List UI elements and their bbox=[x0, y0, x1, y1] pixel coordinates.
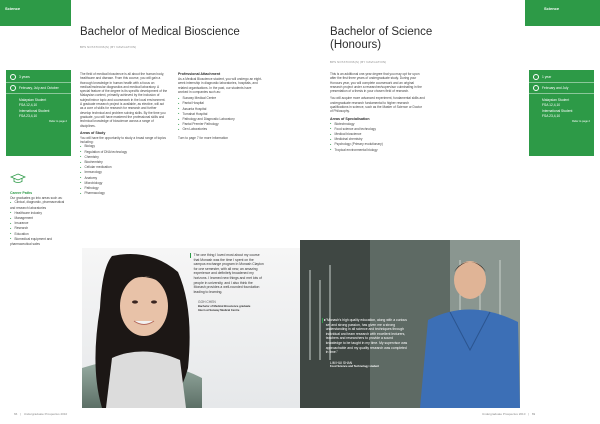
right-sidebar-info bbox=[529, 70, 594, 156]
career-paths bbox=[10, 172, 70, 247]
left-campus-block: Malaysian Student FSA 12,4,10 International Student FSA 23,4,10 bbox=[19, 98, 50, 118]
left-col-1 bbox=[80, 72, 168, 196]
left-quote-org: Intern at Sunway Medical Centre bbox=[198, 308, 240, 312]
right-page-subtitle: BPS NOTATIONS(S) (BY NAVIGATION) bbox=[330, 60, 387, 64]
career-item: ● Insurance bbox=[10, 221, 70, 226]
quote-icon bbox=[190, 253, 191, 258]
area-item: ● Anatomy bbox=[80, 176, 168, 181]
left-footer: 66 | Undergraduate Prospectus 2010 bbox=[14, 412, 68, 416]
right-quote-role: Food Science and Technology student bbox=[330, 365, 380, 369]
left-sidebar-info bbox=[6, 70, 71, 156]
left-footer-text: Undergraduate Prospectus 2010 bbox=[23, 412, 68, 416]
right-page-number: 69 bbox=[531, 412, 536, 416]
attachment-item: ● Pathology and Diagnostic Laboratory bbox=[178, 117, 262, 122]
left-quote-role: Bachelor of Medical Bioscience graduate bbox=[198, 304, 251, 308]
area-item: ● Immunology bbox=[80, 170, 168, 175]
attachment-item: ● Gen Laboratories bbox=[178, 127, 262, 132]
attachment-item: ● Assunta Hospital bbox=[178, 107, 262, 112]
specialisation-item: ● Biotechnology bbox=[330, 122, 425, 127]
attach-intro: As a Medical Bioscience student, you will undergo an eight-week internship in diagnostic laboratories, hospitals, and related organisations. In the past, our students have worked in companies such as: bbox=[178, 77, 262, 94]
right-footer: Undergraduate Prospectus 2010 | 69 bbox=[482, 412, 536, 416]
right-small-note: Refer to page 2 bbox=[572, 120, 590, 124]
career-title: Career Paths bbox=[10, 191, 33, 195]
left-sidebar-tag bbox=[0, 0, 71, 26]
left-intake-row: February, July and October bbox=[6, 83, 71, 94]
left-small-note: Refer to page 2 bbox=[49, 120, 67, 124]
right-footer-text: Undergraduate Prospectus 2010 bbox=[482, 412, 526, 416]
right-duration-row: 1 year bbox=[529, 72, 594, 83]
attachment-item: ● Sunway Medical Centre bbox=[178, 96, 262, 101]
attach-heading: Professional Attachment bbox=[178, 72, 221, 76]
left-tag-label: Science bbox=[5, 6, 21, 11]
right-quote-name: LIM HUI SHAN bbox=[330, 360, 353, 365]
left-quote-text: The one thing I loved most about my course that Monash was the time I spent on the campus exchange program in Monash Clayton for one semester, with all new, an amazing experience and definitely broadened my horizons. I learned new things and met lots of people in university, and I also think the Monash provides a well-rounded foundation leading to learning. bbox=[193, 253, 264, 294]
left-page-subtitle: BPS NOTATIONS(S) (BY NAVIGATION) bbox=[80, 45, 137, 49]
right-intro-2: You will acquire more advanced experiment, fundamental skills and undergraduate research fundamental to higher research qualifications in science, such as the Master of Science or Doctor of Philosophy. bbox=[330, 96, 425, 114]
calendar-icon bbox=[10, 85, 16, 91]
left-quote-block bbox=[190, 253, 265, 312]
area-item: ● Pathology bbox=[80, 186, 168, 191]
left-intro: The field of medical bioscience is all about the human body, healthcare and disease. From this course, you will gain a thorough knowledge in human health with a focus on medical/molecular diagnostics and medical laboratory. A special feature of the degree is its specific development of the Malaysian context, primarily achieved by the inclusion of subject/minor topic and coursework in the local environment. A graduate research project is available, as elective, will act as a core of skills for research for research and further develop technical and problem solving skills. By the time you graduate, you will have mastered the professional skills and technical knowledge of bioscience across a range of disciplines. bbox=[80, 72, 168, 128]
clock-icon bbox=[10, 74, 16, 80]
specialisation-item: ● Psychology (Primary evolutionary) bbox=[330, 142, 425, 147]
specialisation-item: ● Food science and technology bbox=[330, 127, 425, 132]
career-list bbox=[10, 200, 70, 247]
attach-note: Turn to page 7 for more information bbox=[178, 135, 229, 140]
right-sidebar-tag bbox=[525, 0, 600, 26]
right-tag-label: Science bbox=[544, 6, 560, 11]
specialisation-item: ● Medical bioscience bbox=[330, 132, 425, 137]
attachment-item: ● Pantai Premier Pathology bbox=[178, 122, 262, 127]
areas-list bbox=[80, 144, 168, 196]
calendar-icon bbox=[533, 85, 539, 91]
area-item: ● Cellular medication bbox=[80, 165, 168, 170]
areas-heading: Areas of Study bbox=[80, 130, 106, 135]
right-intake-row: February and July bbox=[529, 83, 594, 94]
area-item: ● Regulation of DNA technology bbox=[80, 150, 168, 155]
career-item: ● Research bbox=[10, 226, 70, 231]
attachment-item: ● Pantai Hospital bbox=[178, 101, 262, 106]
specialisation-item: ● Tropical environmental biology bbox=[330, 148, 425, 153]
attachment-item: ● Tumahat Hospital bbox=[178, 112, 262, 117]
career-item: ● Clinical, diagnostic, pharmaceutical and research laboratories bbox=[10, 200, 70, 210]
career-item: ● Management bbox=[10, 216, 70, 221]
area-item: ● Biology bbox=[80, 144, 168, 149]
left-quote-name: GOH CHEN bbox=[198, 300, 216, 305]
right-col-1 bbox=[330, 72, 425, 153]
left-col-2 bbox=[178, 72, 262, 140]
left-duration-row: 3 years bbox=[6, 72, 71, 83]
left-page-title: Bachelor of Medical Bioscience bbox=[80, 26, 240, 38]
right-quote-block bbox=[322, 318, 410, 369]
graduation-cap-icon bbox=[10, 173, 26, 185]
career-item: ● Healthcare industry bbox=[10, 211, 70, 216]
area-item: ● Biochemistry bbox=[80, 160, 168, 165]
quote-icon-2 bbox=[322, 318, 323, 323]
right-quote-text: "Monash's high quality education, along with a curious set and strong passion, has given me a strong understanding in all science and techniques through individual and team research with excellent lecturers, teachers and researchers to provide a sound knowledge to be taught in my time. My supervisor was approachable and my quality research was completed in time." bbox=[325, 318, 408, 355]
career-item: ● Biomedical equipment and pharmaceutical sales bbox=[10, 237, 70, 247]
career-intro: Our graduates go into areas such as: bbox=[10, 196, 63, 200]
area-item: ● Pharmacology bbox=[80, 191, 168, 196]
area-item: ● Microbiology bbox=[80, 181, 168, 186]
attach-list bbox=[178, 96, 262, 132]
area-item: ● Chemistry bbox=[80, 155, 168, 160]
right-page-title: Bachelor of Science (Honours) bbox=[330, 26, 433, 51]
spec-heading: Areas of Specialisation bbox=[330, 116, 370, 121]
right-intro: This is an additional one-year degree that you may opt for upon after the first three years of undergraduate study. During your Honours year, you will complete coursework and an original research project under a researcher/supervisor culminating in the presentation of a thesis in your chosen field of research. bbox=[330, 72, 422, 94]
specialisation-item: ● Medicinal chemistry bbox=[330, 137, 425, 142]
career-item: ● Education bbox=[10, 232, 70, 237]
right-campus-block: Malaysian Student FSA 12,4,10 International Student FSA 23,4,10 bbox=[542, 98, 573, 118]
spec-list bbox=[330, 122, 425, 153]
left-page-number: 66 bbox=[14, 412, 18, 416]
clock-icon bbox=[533, 74, 539, 80]
areas-intro: You will have the opportunity to study a broad range of topics including: bbox=[80, 135, 166, 145]
